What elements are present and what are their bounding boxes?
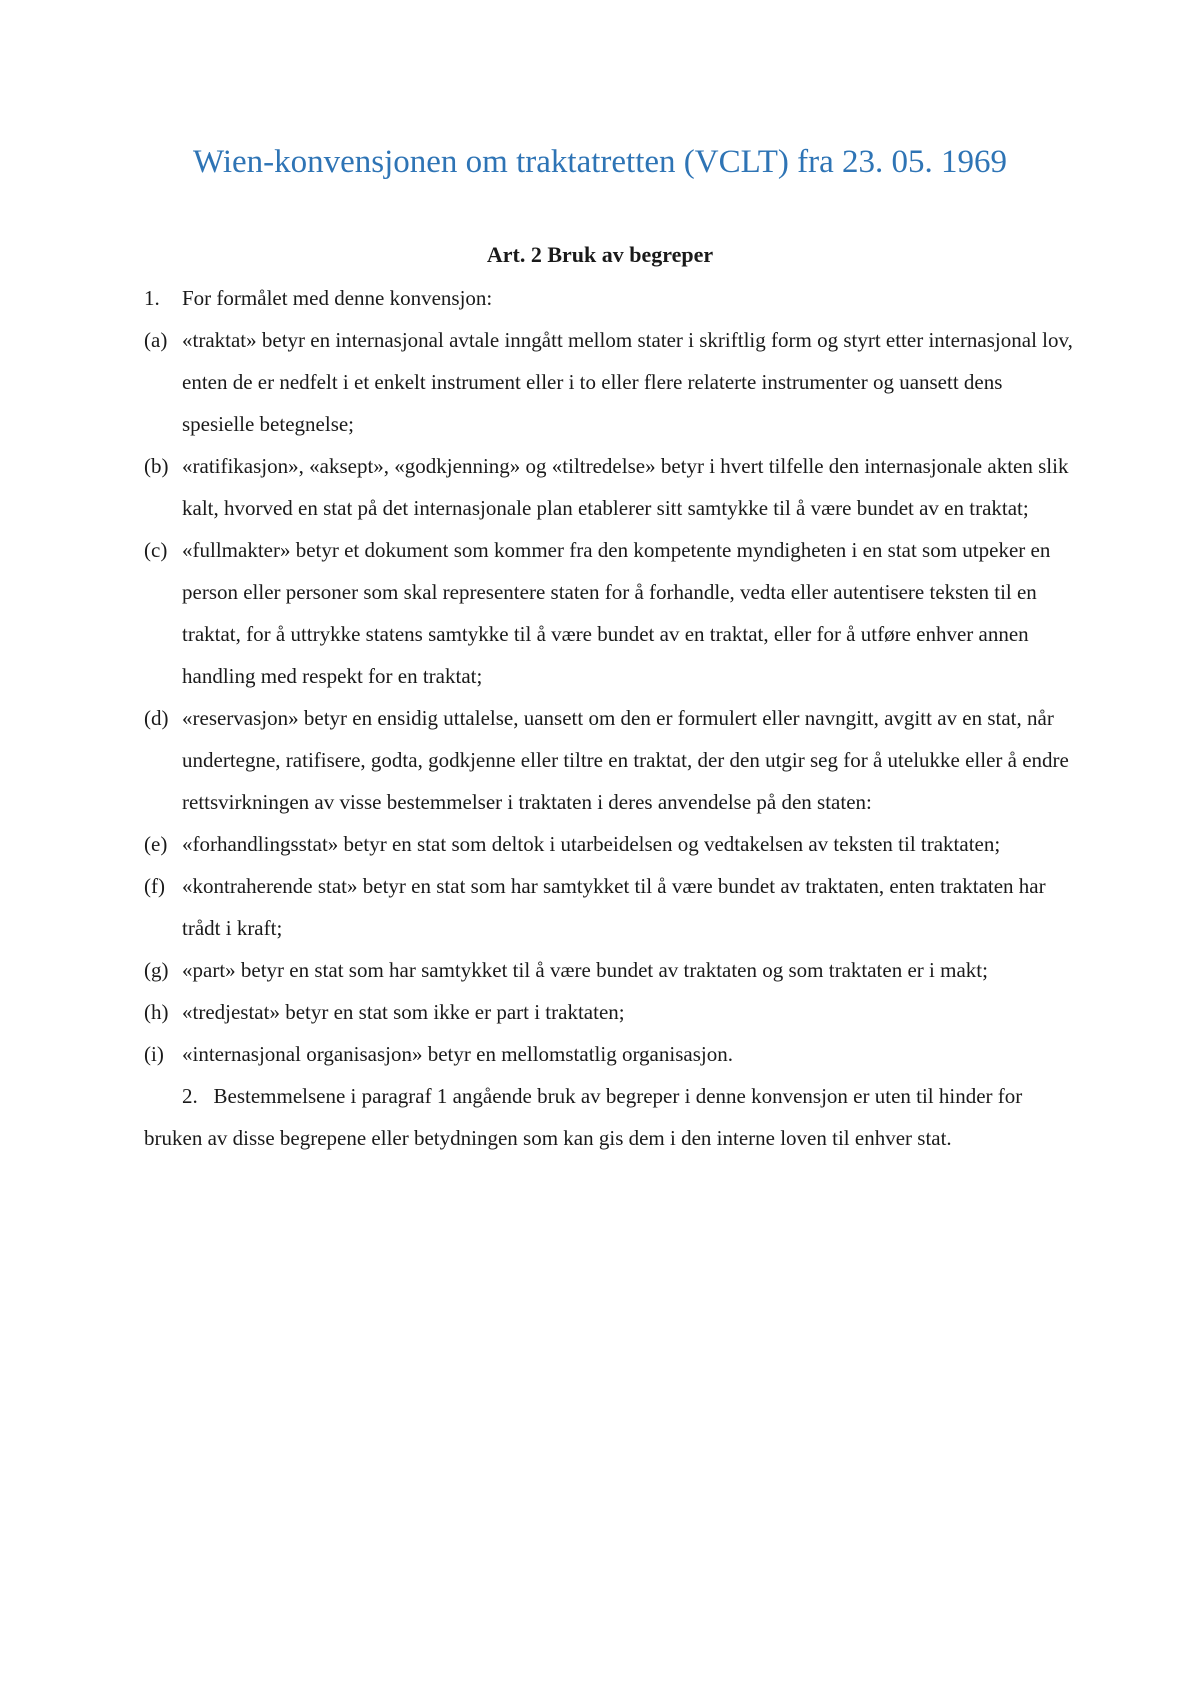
- definition-item-i: [144, 1033, 1074, 1075]
- item-text: «traktat» betyr en internasjonal avtale inngått mellom stater i skriftlig form og styrt etter internasjonal lov, enten de er nedfelt i et enkelt instrument eller i to eller flere relaterte instrumenter og uansett dens spesielle betegnelse;: [182, 328, 1073, 436]
- paragraph-text: Bestemmelsene i paragraf 1 angående bruk av begreper i denne konvensjon er uten til hinder for bruken av disse begrepene eller betydningen som kan gis dem i den interne loven til enhver stat.: [144, 1084, 1023, 1150]
- definition-item-d: [144, 697, 1074, 823]
- item-marker: (c): [144, 538, 168, 562]
- definition-item-h: [144, 991, 1074, 1033]
- item-marker: (f): [144, 874, 165, 898]
- paragraph-text: For formålet med denne konvensjon:: [182, 286, 493, 310]
- definition-item-f: [144, 865, 1074, 949]
- item-text: «forhandlingsstat» betyr en stat som deltok i utarbeidelsen og vedtakelsen av teksten til traktaten;: [182, 832, 1001, 856]
- document-title: Wien-konvensjonen om traktatretten (VCLT) fra 23. 05. 1969: [193, 144, 1007, 180]
- definition-item-e: [144, 823, 1074, 865]
- item-text: «reservasjon» betyr en ensidig uttalelse, uansett om den er formulert eller navngitt, avgitt av en stat, når undertegne, ratifisere, godta, godkjenne eller tiltre en traktat, der den utgir seg for å utelukke eller å endre rettsvirkningen av visse bestemmelser i traktaten i deres anvendelse på den staten:: [182, 706, 1069, 814]
- paragraph-1: [144, 277, 1074, 319]
- item-marker: (b): [144, 454, 169, 478]
- item-text: «fullmakter» betyr et dokument som kommer fra den kompetente myndigheten i en stat som utpeker en person eller personer som skal representere staten for å forhandle, vedta eller autentisere teksten til en traktat, for å uttrykke statens samtykke til å være bundet av en traktat, eller for å utføre enhver annen handling med respekt for en traktat;: [182, 538, 1051, 688]
- definition-item-g: [144, 949, 1074, 991]
- item-marker: (g): [144, 958, 169, 982]
- definition-item-c: [144, 529, 1074, 697]
- item-text: «ratifikasjon», «aksept», «godkjenning» og «tiltredelse» betyr i hvert tilfelle den internasjonale akten slik kalt, hvorved en stat på det internasjonale plan etablerer sitt samtykke til å være bundet av en traktat;: [182, 454, 1069, 520]
- item-text: «part» betyr en stat som har samtykket til å være bundet av traktaten og som traktaten er i makt;: [182, 958, 988, 982]
- item-marker: (a): [144, 328, 168, 352]
- definition-item-a: [144, 319, 1074, 445]
- item-marker: (d): [144, 706, 169, 730]
- article-body: [144, 277, 1074, 1159]
- article-heading: Art. 2 Bruk av begreper: [486, 242, 714, 267]
- definition-item-b: [144, 445, 1074, 529]
- item-marker: (h): [144, 1000, 169, 1024]
- paragraph-number: 1.: [144, 286, 160, 310]
- item-text: «internasjonal organisasjon» betyr en mellomstatlig organisasjon.: [182, 1042, 733, 1066]
- item-marker: (e): [144, 832, 168, 856]
- paragraph-2: [144, 1075, 1074, 1159]
- item-text: «tredjestat» betyr en stat som ikke er part i traktaten;: [182, 1000, 625, 1024]
- paragraph-number: 2.: [182, 1084, 198, 1108]
- item-text: «kontraherende stat» betyr en stat som har samtykket til å være bundet av traktaten, enten traktaten har trådt i kraft;: [182, 874, 1046, 940]
- item-marker: (i): [144, 1042, 164, 1066]
